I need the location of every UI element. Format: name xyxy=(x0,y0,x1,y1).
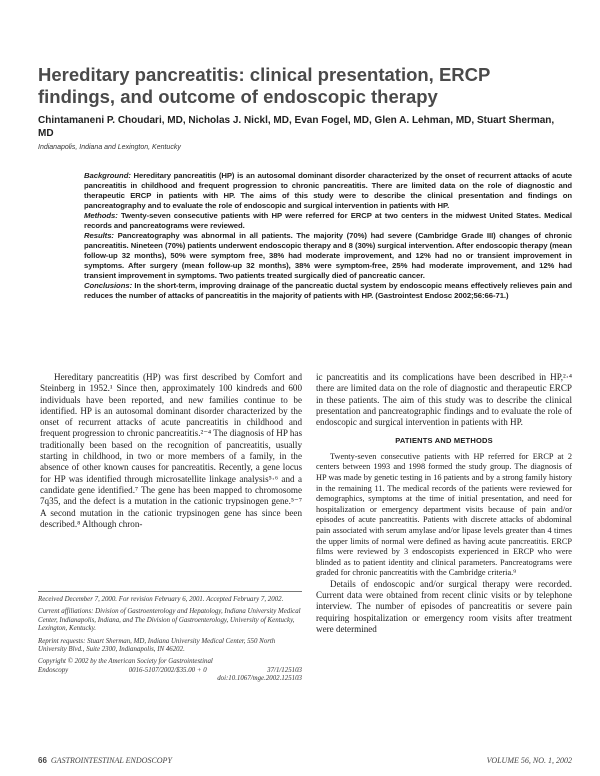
society-name-end: Endoscopy xyxy=(38,666,69,674)
issn: 0016-5107/2002/$35.00 + 0 xyxy=(128,666,207,674)
abstract-results-label: Results: xyxy=(84,231,114,240)
article-notes xyxy=(38,596,302,684)
section-heading: PATIENTS AND METHODS xyxy=(395,436,493,446)
volume-info: VOLUME 56, NO. 1, 2002 xyxy=(486,756,572,765)
abstract-conclusions xyxy=(84,281,572,301)
footnote-divider xyxy=(38,591,302,592)
page-number: 66 xyxy=(38,756,47,765)
abstract-background xyxy=(84,171,572,211)
reprint-requests: Reprint requests: Stuart Sherman, MD, Indiana University Medical Center, 550 North University Blvd., Suite 2300, Indianapolis, IN 46202. xyxy=(38,637,276,654)
body-paragraph-methods: Twenty-seven consecutive patients with HP referred for ERCP at 2 centers between 1993 and 1998 formed the study group. The diagnosis of HP was made by genetic testing in 16 patients and by a strong family history in the remaining 11. The medical records of the patients were reviewed for demographics, symptoms at the time of initial presentation, and need for hospitalization or emergency department visits because of pain and/or episodes of acute pancreatitis. Patients with discrete attacks of abdominal pain associated with serum amylase and/or lipase levels greater than 4 times the upper limits of normal were defined as having acute pancreatitis. ERCP films were reviewed by 3 endoscopists experienced in ERCP who were blinded as to patient identity and clinical parameters. Pancreatograms were graded for chronic pancreatitis with the Cambridge criteria.⁹ xyxy=(316,451,572,578)
issn-row xyxy=(38,667,302,675)
abstract-conclusions-text: In the short-term, improving drainage of the pancreatic ductal system by endoscopic means effectively relieves pain and reduces the number of attacks of pancreatitis in the majority of patients with HP. (Gastrointest Endosc 2002;56:66-71.) xyxy=(84,281,572,300)
article-code: 37/1/125103 xyxy=(267,666,302,674)
abstract-methods-label: Methods: xyxy=(84,211,118,220)
abstract-background-text: Hereditary pancreatitis (HP) is an autosomal dominant disorder characterized by the onset of recurrent attacks of acute pancreatitis in childhood and frequent progression to chronic pancreatitis. There are limited data on the role of diagnostic and therapeutic ERCP in patients with HP. The aims of this study were to describe the clinical presentation and findings on pancreatography and to evaluate the role of endoscopic and surgical intervention in patients with HP. xyxy=(84,171,573,210)
abstract-results-text: Pancreatography was abnormal in all patients. The majority (70%) had severe (Cambridge Grade III) changes of chronic pancreatitis. Nineteen (70%) patients underwent endoscopic therapy and 8 (30%) surgical intervention. After endoscopic therapy (mean follow-up 32 months), 50% were symptom free, 38% had moderate improvement, and 12% had no or transient improvement in symptoms. After surgery (mean follow-up 32 months), 38% were symptom-free, 25% had moderate improvement, and 12% had transient improvement in symptoms. Two patients treated surgically died of pancreatic cancer. xyxy=(84,231,572,280)
body-column-left xyxy=(40,372,302,530)
abstract-methods-text: Twenty-seven consecutive patients with HP were referred for ERCP at two centers in the midwest United States. Medical records and pancreatograms were reviewed. xyxy=(84,211,572,230)
abstract-conclusions-label: Conclusions: xyxy=(84,281,133,290)
doi: doi:10.1067/mge.2002.125103 xyxy=(217,675,302,683)
author-affiliation: Indianapolis, Indiana and Lexington, Kentucky xyxy=(38,144,181,151)
abstract-methods xyxy=(84,211,572,231)
abstract-results xyxy=(84,231,572,281)
received-dates: Received December 7, 2000. For revision February 6, 2001. Accepted February 7, 2002. xyxy=(38,596,284,603)
abstract-background-label: Background: xyxy=(84,171,131,180)
journal-name: GASTROINTESTINAL ENDOSCOPY xyxy=(50,756,172,765)
current-affiliations: Current affiliations: Division of Gastroenterology and Hepatology, Indiana University Medical Center, Indianapolis, Indiana, and The Division of Gastroenterology, University of Kentucky, Lexington, Kentucky. xyxy=(38,608,301,633)
body-paragraph-intro: Hereditary pancreatitis (HP) was first described by Comfort and Steinberg in 1952.¹ Since then, approximately 100 kindreds and 600 individuals have been reported, and new families continue to be identified. HP is an autosomal dominant disorder characterized by the onset of recurrent attacks of acute pancreatitis in childhood and frequent progression to chronic pancreatitis.²⁻⁴ The diagnosis of HP has traditionally been based on the recognition of pancreatitis, usually starting in childhood, in two or more members of a family, in the absence of other known causes for pancreatitis. Recently, a gene locus for HP was identified through microsatellite linkage analysis⁵·⁶ and a candidate gene identified.⁷ The gene has been mapped to chromosome 7q35, and the defect is a mutation in the cationic trypsinogen gene.⁵⁻⁷ A second mutation in the cationic trypsinogen gene has since been described.⁸ Although chron- xyxy=(40,372,302,529)
author-list: Chintamaneni P. Choudari, MD, Nicholas J. Nickl, MD, Evan Fogel, MD, Glen A. Lehman, MD, Stuart Sherman, MD xyxy=(38,115,555,139)
body-paragraph-details: Details of endoscopic and/or surgical therapy were recorded. Current data were obtained from recent clinic visits or by telephone interview. The number of episodes of pancreatitis or severe pain requiring hospitalization or emergency room visits after treatment were determined xyxy=(316,578,572,634)
copyright-line: Copyright © 2002 by the American Society for Gastrointestinal xyxy=(38,658,213,666)
abstract xyxy=(84,171,572,301)
page-footer xyxy=(38,756,572,765)
footer-left xyxy=(38,756,172,765)
body-column-right xyxy=(316,372,572,635)
article-title: Hereditary pancreatitis: clinical presentation, ERCP findings, and outcome of endoscopic therapy xyxy=(38,64,491,107)
body-paragraph-continued: ic pancreatitis and its complications have been described in HP,²·⁴ there are limited data on the role of diagnostic and therapeutic ERCP in these patients. The aim of this study was to describe the clinical presentation and pancreatographic findings and to evaluate the role of endoscopic and surgical intervention in patients with HP. xyxy=(316,372,572,428)
